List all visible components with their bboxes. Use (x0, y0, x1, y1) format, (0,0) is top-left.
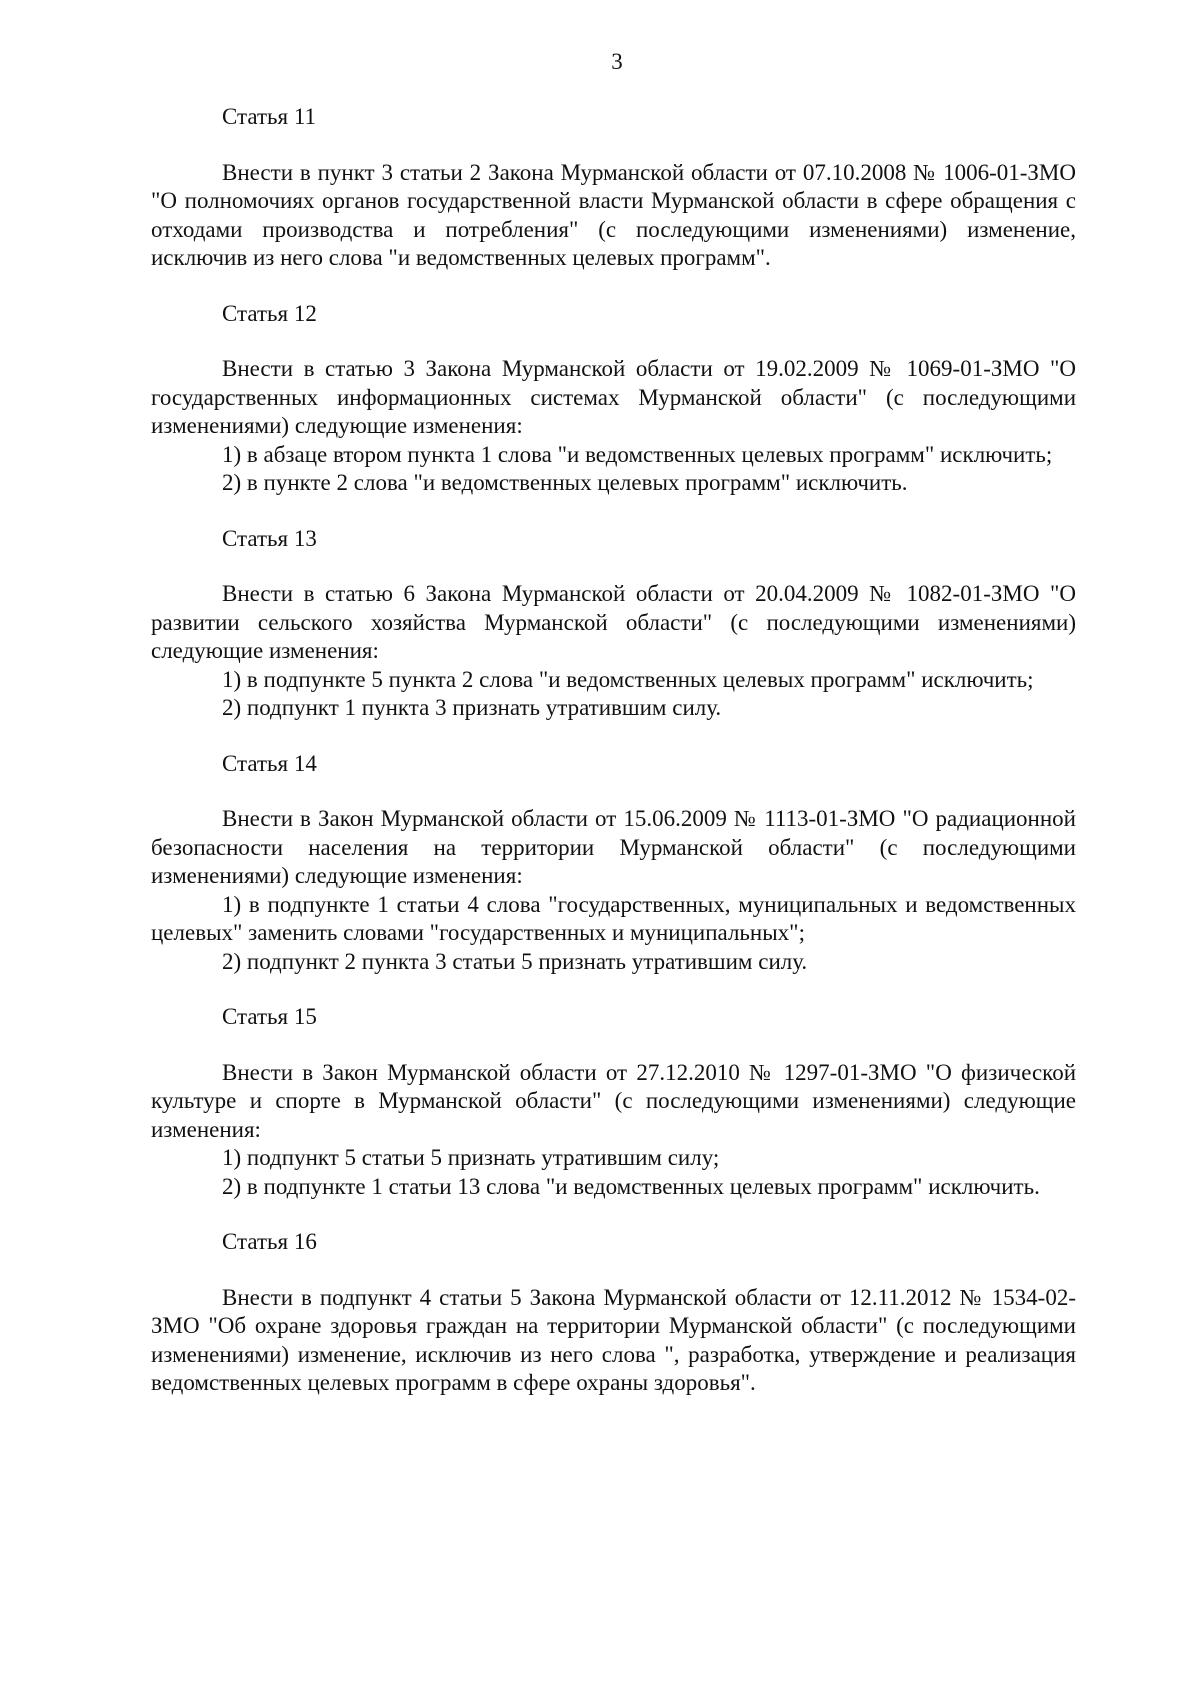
article-15 (151, 1003, 1076, 1201)
article-14 (151, 750, 1076, 977)
article-list-item: 2) в подпункте 1 статьи 13 слова "и ведомственных целевых программ" исключить. (222, 1173, 1040, 1199)
document-body (151, 103, 1076, 1425)
article-list-item: 2) подпункт 1 пункта 3 признать утратившим силу. (222, 695, 722, 720)
article-heading: Статья 13 (222, 525, 317, 551)
article-paragraph: Внести в подпункт 4 статьи 5 Закона Мурманской области от 12.11.2012 № 1534-02-ЗМО "Об охране здоровья граждан на территории Мурманской области" (с последующими изменениями) изменение, исключив из него слова ", разработка, утверждение и реализация ведомственных целевых программ в сфере охраны здоровья". (151, 1284, 1076, 1395)
article-list-item: 2) в пункте 2 слова "и ведомственных целевых программ" исключить. (222, 470, 908, 495)
article-heading: Статья 11 (222, 104, 316, 129)
article-13 (151, 525, 1076, 723)
article-heading: Статья 15 (222, 1004, 317, 1029)
article-paragraph: Внести в пункт 3 статьи 2 Закона Мурманской области от 07.10.2008 № 1006-01-ЗМО "О полномочиях органов государственной власти Мурманской области в сфере обращения с отходами производства и потребления" (с последующими изменениями) изменение, исключив из него слова "и ведомственных целевых программ". (151, 159, 1076, 270)
article-paragraph: Внести в статью 6 Закона Мурманской области от 20.04.2009 № 1082-01-ЗМО "О развитии сельского хозяйства Мурманской области" (с последующими изменениями) следующие изменения: (151, 581, 1076, 663)
article-paragraph: Внести в Закон Мурманской области от 27.12.2010 № 1297-01-ЗМО "О физической культуре и спорте в Мурманской области" (с последующими изменениями) следующие изменения: (151, 1059, 1076, 1142)
article-heading: Статья 12 (222, 300, 317, 326)
article-11 (151, 103, 1076, 273)
article-paragraph: Внести в Закон Мурманской области от 15.06.2009 № 1113-01-ЗМО "О радиационной безопасности населения на территории Мурманской области" (с последующими изменениями) следующие изменения: (151, 806, 1076, 888)
article-12 (151, 300, 1076, 498)
article-list-item: 1) в абзаце втором пункта 1 слова "и ведомственных целевых программ" исключить; (222, 441, 1053, 467)
article-heading: Статья 16 (222, 1229, 317, 1254)
article-16 (151, 1228, 1076, 1398)
article-list-item: 1) в подпункте 5 пункта 2 слова "и ведомственных целевых программ" исключить; (222, 666, 1034, 692)
article-list-item: 2) подпункт 2 пункта 3 статьи 5 признать утратившим силу. (222, 948, 808, 974)
article-list-item: 1) в подпункте 1 статьи 4 слова "государственных, муниципальных и ведомственных целевых" заменить словами "государственных и муниципальных"; (151, 891, 1076, 945)
article-heading: Статья 14 (222, 750, 317, 776)
article-paragraph: Внести в статью 3 Закона Мурманской области от 19.02.2009 № 1069-01-ЗМО "О государственных информационных системах Мурманской области" (с последующими изменениями) следующие изменения: (151, 356, 1076, 438)
article-list-item: 1) подпункт 5 статьи 5 признать утратившим силу; (222, 1145, 720, 1170)
page-number: 3 (611, 49, 623, 74)
